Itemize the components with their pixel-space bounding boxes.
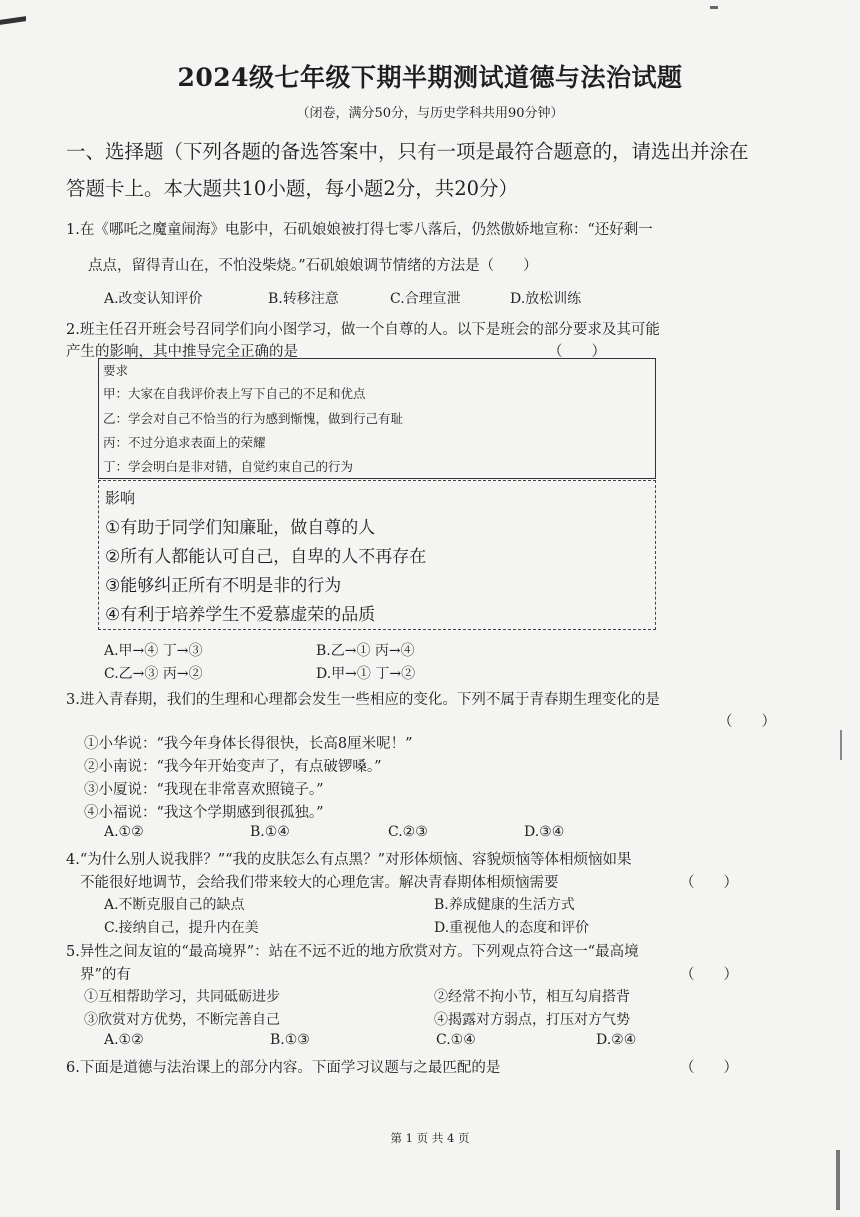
q5-item: ①互相帮助学习，共同砥砺进步	[84, 989, 280, 1005]
scan-edge-mark	[836, 1150, 840, 1210]
q5-option-a: A.①②	[104, 1032, 144, 1048]
q1-stem-line2: 点点，留得青山在，不怕没柴烧。”石矶娘娘调节情绪的方法是（ ）	[88, 258, 538, 274]
q4-option-b: B.养成健康的生活方式	[434, 897, 575, 913]
section-heading-line2: 答题卡上。本大题共10小题，每小题2分，共20分）	[66, 177, 519, 200]
q6-stem-line1: 6.下面是道德与法治课上的部分内容。下面学习议题与之最匹配的是	[66, 1060, 501, 1076]
q1-option-b: B.转移注意	[268, 291, 339, 307]
q4-stem-line1: 4.“为什么别人说我胖？”“我的皮肤怎么有点黑？”对形体烦恼、容貌烦恼等体相烦恼如果	[66, 852, 632, 868]
q2-option-c: C.乙→③ 丙→②	[104, 666, 203, 682]
q2-stem-line1: 2.班主任召开班会号召同学们向小图学习，做一个自尊的人。以下是班会的部分要求及其可能	[66, 322, 660, 338]
effect-item: ④有利于培养学生不爱慕虚荣的品质	[105, 605, 376, 625]
requirements-box	[98, 358, 656, 479]
scan-mark	[0, 16, 26, 25]
effects-box	[98, 480, 656, 630]
q5-stem-line1: 5.异性之间友谊的“最高境界”：站在不远不近的地方欣赏对方。下列观点符合这一“最高境	[66, 944, 639, 960]
q3-option-c: C.②③	[388, 824, 428, 840]
requirement-item: 丙：不过分追求表面上的荣耀	[103, 435, 266, 450]
q1-option-c: C.合理宣泄	[390, 291, 461, 307]
q3-item: ②小南说：“我今年开始变声了，有点破锣嗓。”	[84, 759, 382, 775]
q5-item: ④揭露对方弱点，打压对方气势	[434, 1012, 630, 1028]
page-footer: 第 1 页 共 4 页	[390, 1131, 470, 1145]
q3-item: ①小华说：“我今年身体长得很快，长高8厘米呢！”	[84, 736, 413, 752]
q3-answer-paren: （ ）	[718, 714, 776, 730]
page-title: 2024级七年级下期半期测试道德与法治试题	[177, 63, 683, 92]
effect-item: ①有助于同学们知廉耻，做自尊的人	[105, 518, 376, 538]
q4-option-a: A.不断克服自己的缺点	[104, 897, 245, 913]
q5-stem-line2: 界”的有	[80, 967, 131, 983]
q3-option-a: A.①②	[104, 824, 144, 840]
q2-option-a: A.甲→④ 丁→③	[104, 643, 203, 659]
q5-item: ②经常不拘小节，相互勾肩搭背	[434, 989, 630, 1005]
q3-item: ③小厦说：“我现在非常喜欢照镜子。”	[84, 782, 324, 798]
q4-stem-line2: 不能很好地调节，会给我们带来较大的心理危害。解决青春期体相烦恼需要	[80, 875, 559, 891]
q5-option-c: C.①④	[436, 1032, 476, 1048]
requirement-item: 丁：学会明白是非对错，自觉约束自己的行为	[103, 459, 354, 474]
requirement-item: 甲：大家在自我评价表上写下自己的不足和优点	[103, 386, 366, 401]
q5-option-b: B.①③	[270, 1032, 310, 1048]
q2-option-b: B.乙→① 丙→④	[316, 643, 415, 659]
q5-answer-paren: （ ）	[680, 967, 738, 983]
q4-answer-paren: （ ）	[680, 875, 738, 891]
section-heading-line1: 一、选择题（下列各题的备选答案中，只有一项是最符合题意的，请选出并涂在	[66, 140, 749, 163]
q4-option-d: D.重视他人的态度和评价	[434, 920, 590, 936]
requirements-title: 要求	[103, 363, 129, 378]
effects-title: 影响	[105, 489, 136, 507]
scan-edge-mark	[840, 730, 842, 760]
q3-option-b: B.①④	[250, 824, 290, 840]
q5-item: ③欣赏对方优势，不断完善自己	[84, 1012, 280, 1028]
q3-stem-line1: 3.进入青春期，我们的生理和心理都会发生一些相应的变化。下列不属于青春期生理变化的是	[66, 692, 660, 708]
effect-item: ②所有人都能认可自己，自卑的人不再存在	[105, 547, 427, 567]
q1-stem-line1: 1.在《哪吒之魔童闹海》电影中，石矶娘娘被打得七零八落后，仍然傲娇地宣称：“还好剩一	[66, 222, 653, 238]
effect-item: ③能够纠正所有不明是非的行为	[105, 576, 342, 596]
q1-option-d: D.放松训练	[510, 291, 582, 307]
q2-option-d: D.甲→① 丁→②	[316, 666, 416, 682]
q5-option-d: D.②④	[596, 1032, 637, 1048]
page-subtitle: （闭卷，满分50分，与历史学科共用90分钟）	[296, 106, 564, 121]
q6-answer-paren: （ ）	[680, 1060, 738, 1076]
q2-answer-paren: （ ）	[548, 344, 606, 360]
scan-mark	[710, 6, 718, 9]
q4-option-c: C.接纳自己，提升内在美	[104, 920, 259, 936]
q2-stem-line2: 产生的影响，其中推导完全正确的是	[66, 344, 298, 360]
q3-item: ④小福说：“我这个学期感到很孤独。”	[84, 805, 324, 821]
q1-option-a: A.改变认知评价	[104, 291, 203, 307]
q3-option-d: D.③④	[524, 824, 565, 840]
requirement-item: 乙：学会对自己不恰当的行为感到惭愧，做到行己有耻	[103, 411, 404, 426]
